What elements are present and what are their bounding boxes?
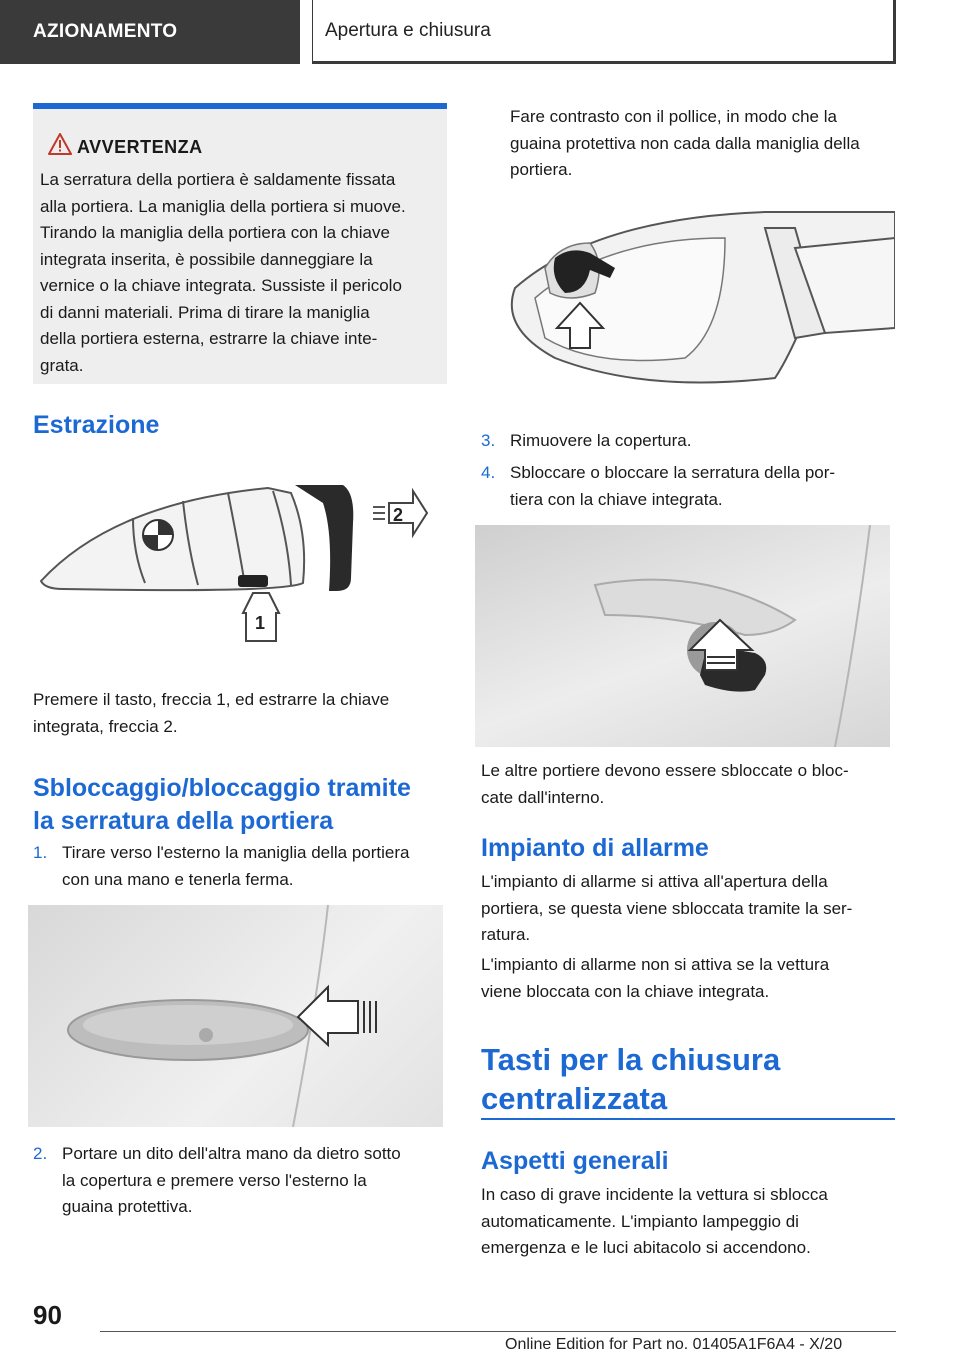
other-doors-text: Le altre portiere devono essere sbloccate o bloc- cate dall'interno.	[481, 761, 849, 807]
lock-cover-illustration	[495, 208, 895, 408]
section-tab: AZIONAMENTO	[0, 0, 300, 64]
estrazione-text: Premere il tasto, freccia 1, ed estrarre la chiave integrata, freccia 2.	[33, 690, 390, 736]
page-title: Apertura e chiusura	[312, 0, 896, 64]
key-extraction-illustration	[33, 463, 447, 673]
heading-underline	[481, 1118, 895, 1120]
warning-text: La serratura della portiera è saldamente fissata alla portiera. La maniglia della portiera si muove. Tirando la maniglia della portiera con la chiave integrata inserita, è possibile danneggiare la vernice o la chiave integrata. Sussiste il pericolo di danni materiali. Prima di tirare la maniglia della portiera esterna, estrarre la chiave inte- grata.	[40, 170, 406, 375]
allarme-text-1: L'impianto di allarme si attiva all'apertura della portiera, se questa viene sbloccata tramite la ser- ratura.	[481, 872, 853, 944]
continuation-text: Fare contrasto con il pollice, in modo che la guaina protettiva non cada dalla maniglia della portiera.	[510, 107, 860, 179]
allarme-text-2: L'impianto di allarme non si attiva se la vettura viene bloccata con la chiave integrata.	[481, 955, 830, 1001]
footer-divider	[100, 1331, 896, 1332]
label-arrow-1: 1	[255, 613, 266, 633]
warning-box	[33, 103, 447, 384]
heading-aspetti-generali: Aspetti generali	[481, 1147, 669, 1175]
page-number: 90	[33, 1300, 62, 1330]
heading-tasti: Tasti per la chiusura centralizzata	[481, 1042, 781, 1116]
warning-triangle-icon	[48, 133, 72, 155]
heading-sbloccaggio: Sbloccaggio/bloccaggio tramite la serratura della portiera	[33, 774, 411, 835]
aspetti-text: In caso di grave incidente la vettura si sblocca automaticamente. L'impianto lampeggio di emergenza e le luci abitacolo si accendono.	[481, 1185, 828, 1257]
door-lock-key-photo	[475, 525, 890, 747]
door-handle-pull-photo	[28, 905, 443, 1127]
warning-title: AVVERTENZA	[77, 137, 203, 157]
heading-estrazione: Estrazione	[33, 411, 160, 439]
heading-allarme: Impianto di allarme	[481, 834, 709, 862]
label-arrow-2: 2	[393, 505, 404, 525]
footer-edition: Online Edition for Part no. 01405A1F6A4 - X/20	[505, 1336, 843, 1353]
